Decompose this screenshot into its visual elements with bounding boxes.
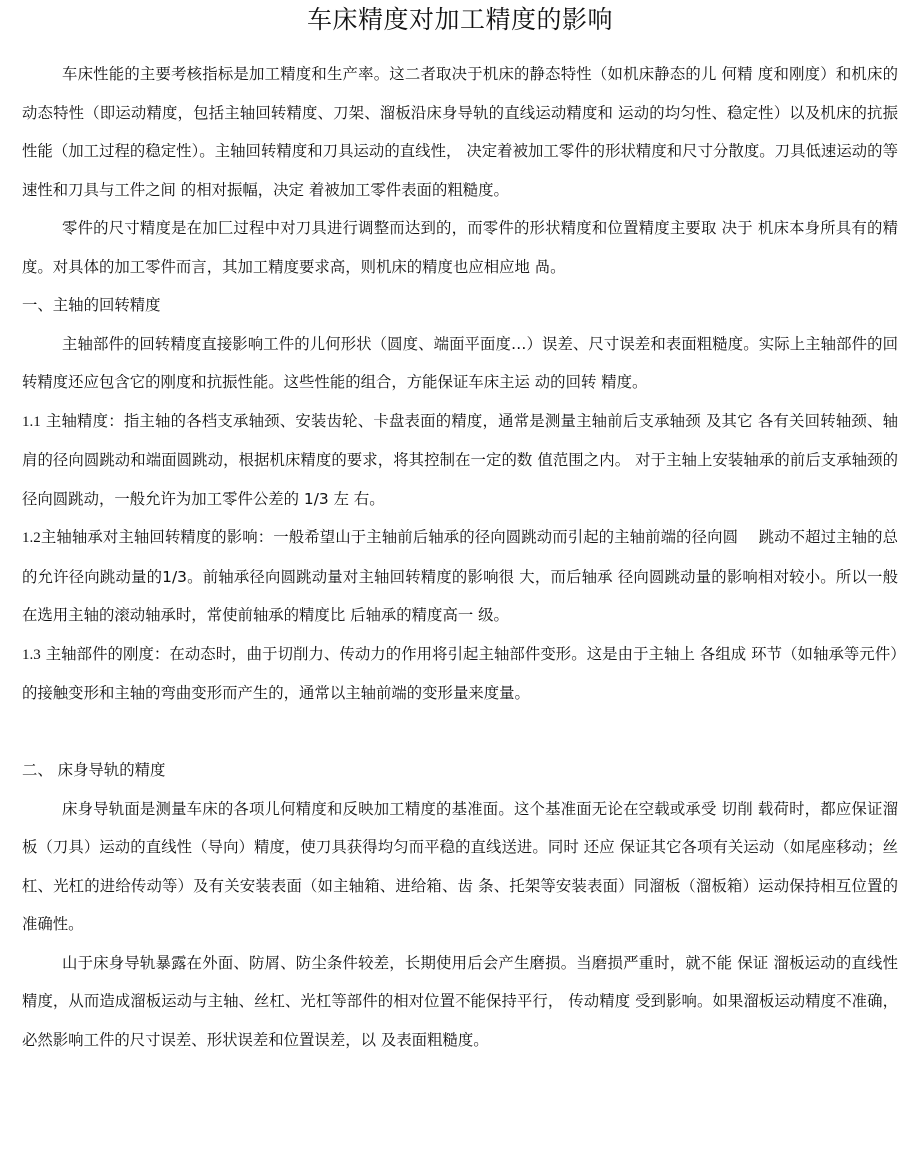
item-1-1-text: 主轴精度：指主轴的各档支承轴颈、安装齿轮、卡盘表面的精度，通常是测量主轴前后支承轴颈 及其它 各有关回转轴颈、轴肩的径向圆跳动和端面圆跳动，根据机床精度的要求，将其控制在一定的数 值范围之内。 对于主轴上安装轴承的前后支承轴颈的径向圆跳动，一般允许为加工零件公差的 1/3 左 右。 <box>22 411 898 508</box>
section-2-paragraph-1: 床身导轨面是测量车床的各项儿何精度和反映加工精度的基准面。这个基准面无论在空载或承受 切削 载荷时，都应保证溜板（刀具）运动的直线性（导向）精度，使刀具获得均匀而平稳的直线送进。同时 还应 保证其它各项有关运动（如尾座移动；丝杠、光杠的进给传动等）及有关安装表面（如主轴箱、进给箱、齿 条、托架等安装表面）同溜板（溜板箱）运动保持相互位置的准确性。 <box>22 799 898 933</box>
section-1-heading: 一、主轴的回转精度 <box>22 296 161 314</box>
item-1-1-number: 1.1 <box>22 413 41 430</box>
item-1-2-number: 1.2 <box>22 530 41 546</box>
intro-paragraph-1: 车床性能的主要考核指标是加工精度和生产率。这二者取决于机床的静态特性（如机床静态的儿 何精 度和刚度）和机床的动态特性（即运动精度，包括主轴回转精度、刀架、溜板沿床身导轨的直线运动精度和 运动的均匀性、稳定性）以及机床的抗振性能（加工过程的稳定性）。主轴回转精度和刀具运动的直线性， 决定着被加工零件的形状精度和尺寸分散度。刀具低速运动的等速性和刀具与工件之间 的相对振幅，决定 着被加工零件表面的粗糙度。 <box>22 65 898 199</box>
section-2-heading: 二、 床身导轨的精度 <box>22 761 166 779</box>
item-1-3-number: 1.3 <box>22 646 41 663</box>
item-1-1 <box>22 402 898 519</box>
section-2-paragraph-2: 山于床身导轨暴露在外面、防屑、防尘条件较差，长期使用后会产生磨损。当磨损严重时，就不能 保证 溜板运动的直线性精度，从而造成溜板运动与主轴、丝杠、光杠等部件的相对位置不能保持平行， 传动精度 受到影响。如果溜板运动精度不准确，必然影响工件的尺寸误差、形状误差和位置误差，以 及表面粗糙度。 <box>22 953 898 1049</box>
intro-paragraph-2: 零件的尺寸精度是在加匚过程中对刀具进行调整而达到的，而零件的形状精度和位置精度主要取 决于 机床本身所具有的精度。对具体的加工零件而言，其加工精度要求高，则机床的精度也应相应地 咼。 <box>22 219 898 276</box>
item-1-3 <box>22 635 898 713</box>
document-title: 车床精度对加工精度的影响 <box>306 5 613 34</box>
item-1-2 <box>22 518 898 635</box>
section-spacer <box>22 713 898 752</box>
item-1-2-text: 主轴轴承对主轴回转精度的影响：一般希望山于主轴前后轴承的径向圆跳动而引起的主轴前端的径向圆 跳动不超过主轴的总的允许径向跳动量的1/3。前轴承径向圆跳动量对主轴回转精度的影响很 大，而后轴承 径向圆跳动量的影响相对较小。所以一般在选用主轴的滚动轴承时，常使前轴承的精度比 后轴承的精度高一 级。 <box>22 528 898 624</box>
document-body <box>22 55 898 1059</box>
section-1-paragraph: 主轴部件的回转精度直接影响工件的儿何形状（圆度、端面平面度…）误差、尺寸误差和表面粗糙度。实际上主轴部件的回转精度还应包含它的刚度和抗振性能。这些性能的组合，方能保证车床主运 动的回转 精度。 <box>22 334 898 391</box>
item-1-3-text: 主轴部件的刚度：在动态时，曲于切削力、传动力的作用将引起主轴部件变形。这是由于主轴上 各组成 环节（如轴承等元件）的接触变形和主轴的弯曲变形而产生的，通常以主轴前端的变形量来度量。 <box>22 644 898 702</box>
